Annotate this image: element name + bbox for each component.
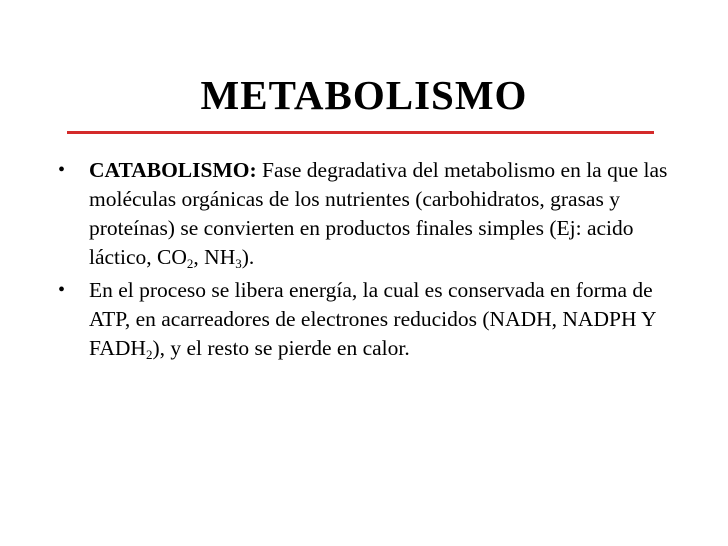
term-catabolismo: CATABOLISMO: xyxy=(89,158,257,182)
bullet-text xyxy=(89,156,670,272)
bullet-dot-icon: • xyxy=(58,159,66,181)
bullet-list xyxy=(58,156,670,367)
bullet-text-part: ), y el resto se pierde en calor. xyxy=(152,336,410,360)
bullet-item-catabolismo xyxy=(58,156,670,272)
subscript: 3 xyxy=(235,256,242,271)
subscript: 2 xyxy=(186,256,194,271)
subscript: 2 xyxy=(145,347,153,362)
bullet-text xyxy=(89,276,670,363)
bullet-dot-icon: • xyxy=(58,279,66,301)
title-divider xyxy=(67,131,654,134)
slide-title: METABOLISMO xyxy=(200,72,528,118)
bullet-item-energia xyxy=(58,276,670,363)
bullet-text-part: , NH xyxy=(193,245,236,269)
bullet-text-part: Fase degradativa del metabolismo en la que las moléculas orgánicas de los nutrientes (carbohidratos, grasas y proteínas) se convierten en productos finales simples (Ej: acido láctico, CO xyxy=(89,158,668,269)
bullet-text-part: ). xyxy=(241,245,255,269)
bullet-text-part: En el proceso se libera energía, la cual es conservada en forma de ATP, en acarreadores de electrones reducidos (NADH, NADPH Y FADH xyxy=(89,278,656,360)
